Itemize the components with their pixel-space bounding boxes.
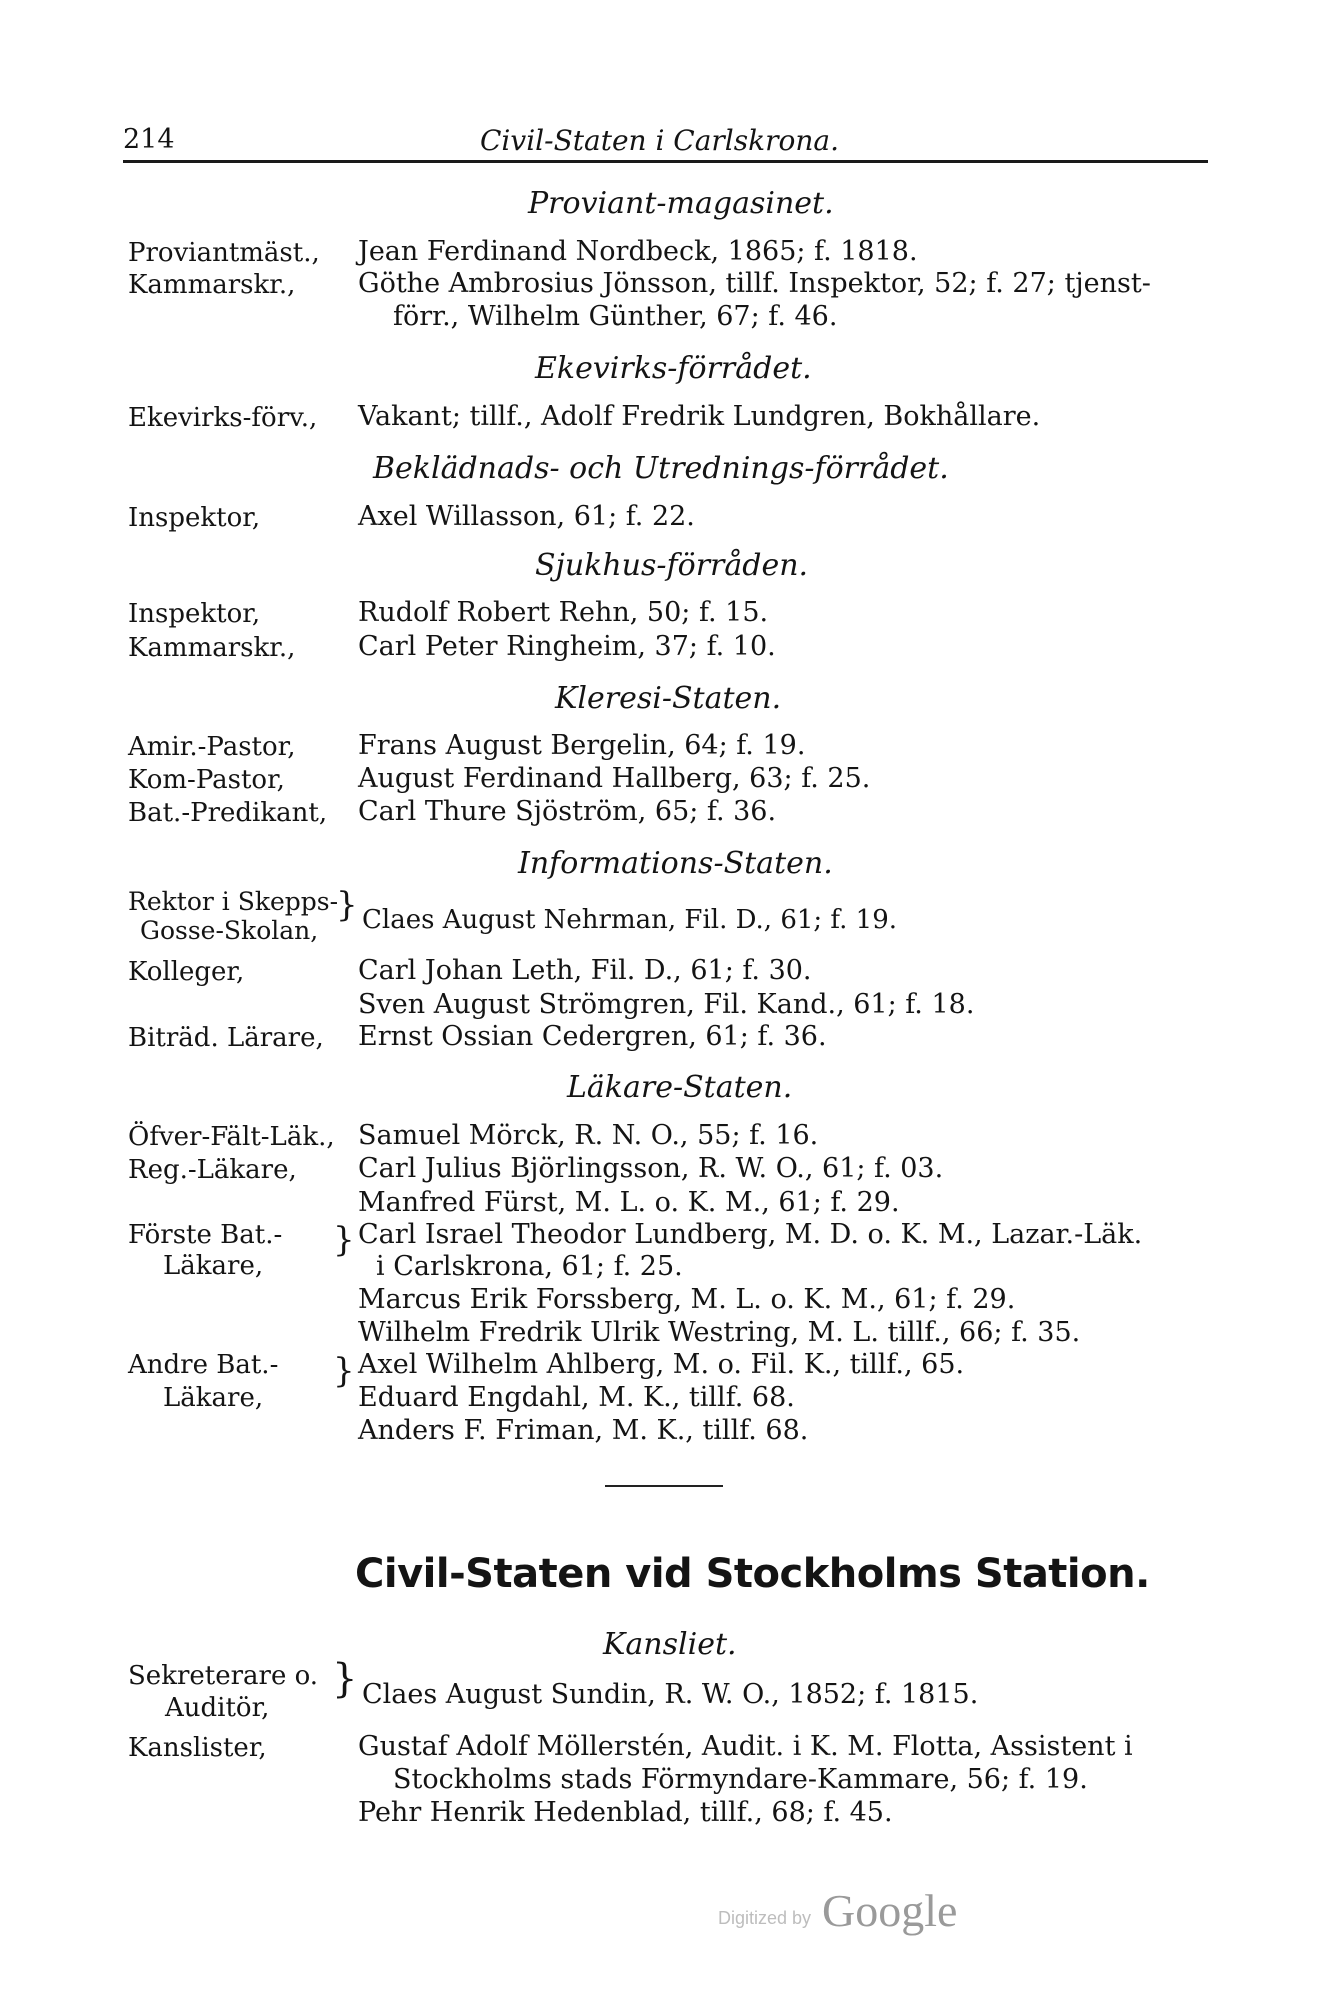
label-bat-predikant: Bat.-Predikant, (128, 798, 328, 828)
page-number: 214 (123, 124, 175, 155)
entry-jonsson-line1: Göthe Ambrosius Jönsson, tillf. Inspektor, 52; f. 27; tjenst- (358, 268, 1151, 299)
section-heading-sjukhus: Sjukhus-förråden. (535, 548, 809, 583)
label-kammarskr-2: Kammarskr., (128, 633, 296, 663)
section-heading-info: Informations-Staten. (518, 846, 833, 881)
entry-nordbeck: Jean Ferdinand Nordbeck, 1865; f. 1818. (358, 236, 918, 267)
label-andre-line2: Läkare, (163, 1383, 264, 1413)
entry-furst: Manfred Fürst, M. L. o. K. M., 61; f. 29. (358, 1187, 900, 1218)
label-inspektor-1: Inspektor, (128, 503, 261, 533)
section-heading-kleresi: Kleresi-Staten. (555, 681, 782, 716)
brace-rektor: } (336, 885, 358, 925)
entry-bergelin: Frans August Bergelin, 64; f. 19. (358, 730, 806, 761)
entry-sjostrom: Carl Thure Sjöström, 65; f. 36. (358, 796, 777, 827)
label-kammarskr-1: Kammarskr., (128, 270, 296, 300)
entry-hallberg: August Ferdinand Hallberg, 63; f. 25. (358, 763, 871, 794)
label-proviantmast: Proviantmäst., (128, 238, 320, 268)
entry-bjorlingsson: Carl Julius Björlingsson, R. W. O., 61; f. 03. (358, 1153, 944, 1184)
entry-hedenblad: Pehr Henrik Hedenblad, tillf., 68; f. 45. (358, 1797, 893, 1828)
label-reg-lakare: Reg.-Läkare, (128, 1155, 297, 1185)
label-forste-line2: Läkare, (163, 1251, 264, 1281)
label-ofver-falt-lak: Öfver-Fält-Läk., (128, 1122, 335, 1152)
entry-willasson: Axel Willasson, 61; f. 22. (358, 501, 695, 532)
label-inspektor-2: Inspektor, (128, 599, 261, 629)
label-bitrad-larare: Biträd. Lärare, (128, 1023, 324, 1053)
header-rule (123, 160, 1208, 163)
label-rektor-line2: Gosse-Skolan, (140, 916, 319, 945)
label-ekevirks-forv: Ekevirks-förv., (128, 403, 318, 433)
entry-sundin: Claes August Sundin, R. W. O., 1852; f. 1815. (362, 1679, 979, 1710)
entry-stromgren: Sven August Strömgren, Fil. Kand., 61; f. 18. (358, 989, 975, 1020)
entry-mollersten-line2: Stockholms stads Förmyndare-Kammare, 56; f. 19. (393, 1764, 1088, 1795)
entry-engdahl: Eduard Engdahl, M. K., tillf. 68. (358, 1382, 795, 1413)
label-forste-line1: Förste Bat.- (128, 1220, 283, 1250)
entry-westring: Wilhelm Fredrik Ulrik Westring, M. L. tillf., 66; f. 35. (358, 1317, 1081, 1348)
label-sekreterare-line1: Sekreterare o. (128, 1661, 319, 1691)
entry-forssberg: Marcus Erik Forssberg, M. L. o. K. M., 61; f. 29. (358, 1284, 1016, 1315)
entry-nehrman: Claes August Nehrman, Fil. D., 61; f. 19. (362, 905, 898, 935)
brace-forste: } (333, 1220, 355, 1260)
entry-leth: Carl Johan Leth, Fil. D., 61; f. 30. (358, 955, 812, 986)
brace-sekreterare: } (332, 1656, 358, 1702)
entry-cedergren: Ernst Ossian Cedergren, 61; f. 36. (358, 1021, 827, 1052)
digitized-by-text: Digitized by (718, 1908, 812, 1928)
section-heading-lakare: Läkare-Staten. (567, 1070, 793, 1105)
entry-friman: Anders F. Friman, M. K., tillf. 68. (358, 1415, 809, 1446)
section-heading-beklad: Beklädnads- och Utrednings-förrådet. (373, 451, 949, 486)
label-rektor-line1: Rektor i Skepps- (128, 887, 339, 916)
entry-rehn: Rudolf Robert Rehn, 50; f. 15. (358, 597, 769, 628)
running-title: Civil-Staten i Carlskrona. (480, 124, 839, 157)
section-heading-kansliet: Kansliet. (603, 1627, 737, 1662)
label-kolleger: Kolleger, (128, 957, 245, 987)
entry-jonsson-line2: förr., Wilhelm Günther, 67; f. 46. (393, 301, 838, 332)
stockholm-heading: Civil-Staten vid Stockholms Station. (355, 1551, 1150, 1597)
label-kanslister: Kanslister, (128, 1733, 267, 1763)
label-amir-pastor: Amir.-Pastor, (128, 732, 296, 762)
label-andre-line1: Andre Bat.- (128, 1350, 279, 1380)
section-heading-ekevirk: Ekevirks-förrådet. (535, 351, 812, 386)
brace-andre: } (333, 1351, 355, 1391)
label-kom-pastor: Kom-Pastor, (128, 765, 285, 795)
entry-vakant: Vakant; tillf., Adolf Fredrik Lundgren, Bokhållare. (358, 401, 1041, 432)
label-sekreterare-line2: Auditör, (165, 1693, 270, 1723)
entry-lundberg-line2: i Carlskrona, 61; f. 25. (376, 1251, 683, 1282)
entry-lundberg-line1: Carl Israel Theodor Lundberg, M. D. o. K. M., Lazar.-Läk. (358, 1219, 1143, 1250)
entry-ahlberg: Axel Wilhelm Ahlberg, M. o. Fil. K., tillf., 65. (358, 1349, 965, 1380)
google-watermark: Google (822, 1885, 958, 1936)
section-heading-proviant: Proviant-magasinet. (528, 186, 834, 221)
section-divider (605, 1485, 723, 1487)
entry-mollersten-line1: Gustaf Adolf Möllerstén, Audit. i K. M. Flotta, Assistent i (358, 1731, 1133, 1762)
entry-ringheim: Carl Peter Ringheim, 37; f. 10. (358, 631, 776, 662)
entry-morck: Samuel Mörck, R. N. O., 55; f. 16. (358, 1120, 819, 1151)
